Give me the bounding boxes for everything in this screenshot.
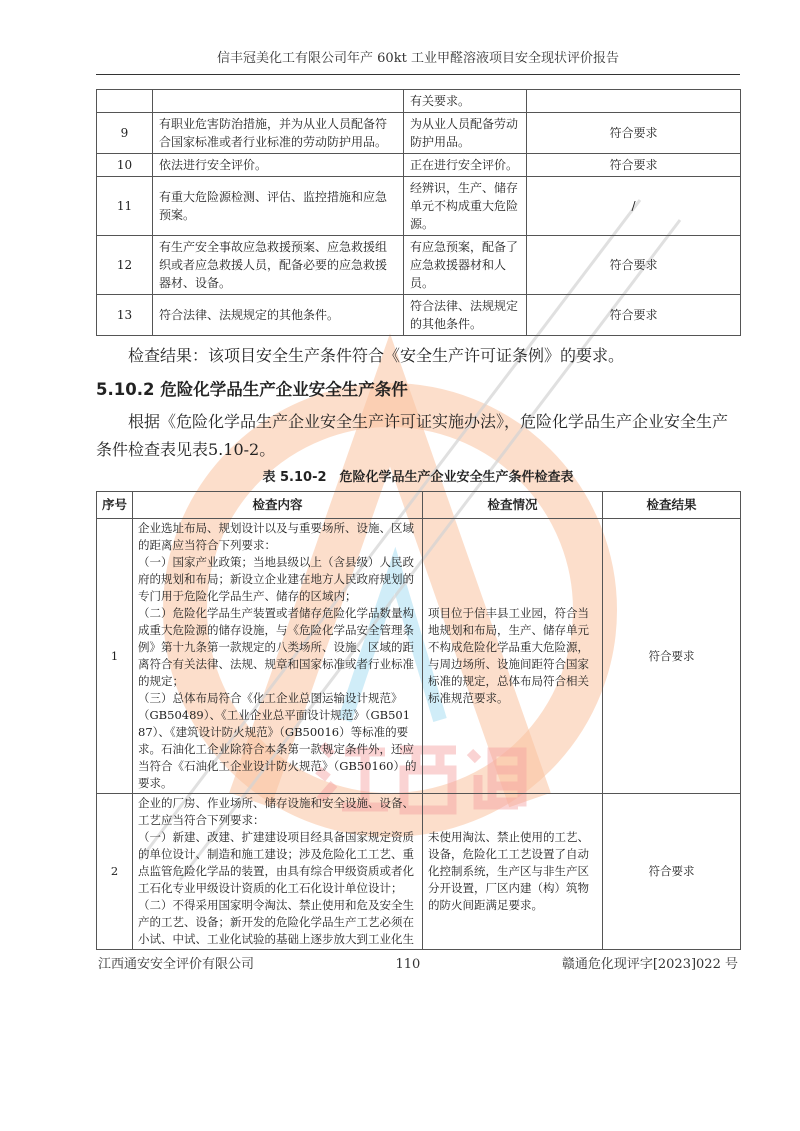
intro-paragraph: 根据《危险化学品生产企业安全生产许可证实施办法》，危险化学品生产企业安全生产条件检查表见表5.10-2。 bbox=[96, 412, 729, 459]
row-result bbox=[527, 90, 741, 113]
table-row bbox=[97, 90, 741, 113]
row-number: 12 bbox=[97, 236, 153, 295]
row-content: 依法进行安全评价。 bbox=[153, 154, 404, 177]
header-status: 检查情况 bbox=[423, 492, 603, 519]
row-result: 符合要求 bbox=[527, 113, 741, 154]
row-result: 符合要求 bbox=[603, 794, 741, 950]
row-content: 符合法律、法规规定的其他条件。 bbox=[153, 295, 404, 336]
table-caption: 表 5.10-2 危险化学品生产企业安全生产条件检查表 bbox=[262, 470, 574, 485]
table-hazchem-production-conditions bbox=[96, 491, 741, 950]
table-row bbox=[97, 177, 741, 236]
table-safety-permit-continued bbox=[96, 89, 741, 336]
table-row bbox=[97, 794, 741, 950]
table-row bbox=[97, 295, 741, 336]
row-status: 正在进行安全评价。 bbox=[404, 154, 527, 177]
header-result: 检查结果 bbox=[603, 492, 741, 519]
check-result-text: 检查结果：该项目安全生产条件符合《安全生产许可证条例》的要求。 bbox=[128, 346, 625, 365]
row-content: 有生产安全事故应急救援预案、应急救援组织或者应急救援人员，配备必要的应急救援器材、设备。 bbox=[153, 236, 404, 295]
row-result: 符合要求 bbox=[603, 519, 741, 794]
page-footer bbox=[96, 956, 740, 974]
row-content: 有重大危险源检测、评估、监控措施和应急预案。 bbox=[153, 177, 404, 236]
section-number: 5.10.2 bbox=[96, 380, 155, 399]
row-result: 符合要求 bbox=[527, 236, 741, 295]
row-number: 13 bbox=[97, 295, 153, 336]
row-result: / bbox=[527, 177, 741, 236]
row-content: 有职业危害防治措施，并为从业人员配备符合国家标准或者行业标准的劳动防护用品。 bbox=[153, 113, 404, 154]
table-row bbox=[97, 154, 741, 177]
row-number bbox=[97, 90, 153, 113]
footer-page-number: 110 bbox=[395, 957, 421, 972]
row-number: 2 bbox=[97, 794, 133, 950]
page-header-title: 信丰冠美化工有限公司年产 60kt 工业甲醛溶液项目安全现状评价报告 bbox=[96, 50, 740, 75]
row-status: 经辨识，生产、储存单元不构成重大危险源。 bbox=[404, 177, 527, 236]
header-content: 检查内容 bbox=[133, 492, 423, 519]
row-content: 企业选址布局、规划设计以及与重要场所、设施、区域的距离应当符合下列要求： （一）国家产业政策；当地县级以上（含县级）人民政府的规划和布局；新设立企业建在地方人民政府规划的专门用于危险化学品生产、储存的区域内； （二）危险化学品生产装置或者储存危险化学品数量构成重大危险源的储存设施，与《危险化学品安全管理条例》第十九条第一款规定的八类场所、设施、区域的距离符合有关法律、法规、规章和国家标准或者行业标准的规定； （三）总体布局符合《化工企业总图运输设计规范》（GB50489）、《工业企业总平面设计规范》（GB50187）、《建筑设计防火规范》（GB50016）等标准的要求。石油化工企业除符合本条第一款规定条件外，还应当符合《石油化工企业设计防火规范》（GB50160）的要求。 bbox=[133, 519, 423, 794]
section-title: 危险化学品生产企业安全生产条件 bbox=[160, 380, 408, 399]
row-status: 有关要求。 bbox=[404, 90, 527, 113]
row-result: 符合要求 bbox=[527, 295, 741, 336]
row-number: 10 bbox=[97, 154, 153, 177]
table-row bbox=[97, 519, 741, 794]
document-page bbox=[96, 0, 740, 974]
table-header-row bbox=[97, 492, 741, 519]
section-heading bbox=[96, 378, 740, 402]
row-status: 有应急预案，配备了应急救援器材和人员。 bbox=[404, 236, 527, 295]
table-row bbox=[97, 113, 741, 154]
row-status: 符合法律、法规规定的其他条件。 bbox=[404, 295, 527, 336]
row-status: 为从业人员配备劳动防护用品。 bbox=[404, 113, 527, 154]
header-no: 序号 bbox=[97, 492, 133, 519]
row-number: 1 bbox=[97, 519, 133, 794]
row-content: 企业的厂房、作业场所、储存设施和安全设施、设备、工艺应当符合下列要求： （一）新建、改建、扩建建设项目经具备国家规定资质的单位设计、制造和施工建设；涉及危险化工工艺、重点监管危险化学品的装置，由具有综合甲级资质或者化工石化专业甲级设计资质的化工石化设计单位设计； （二）不得采用国家明令淘汰、禁止使用和危及安全生产的工艺、设备；新开发的危险化学品生产工艺必须在小试、中试、工业化试验的基础上逐步放大到工业化生 bbox=[133, 794, 423, 950]
row-number: 11 bbox=[97, 177, 153, 236]
row-status: 项目位于信丰县工业园，符合当地规划和布局，生产、储存单元不构成危险化学品重大危险源，与周边场所、设施间距符合国家标准的规定，总体布局符合相关标准规范要求。 bbox=[423, 519, 603, 794]
footer-company: 江西通安安全评价有限公司 bbox=[98, 957, 255, 972]
footer-document-number: 赣通危化现评字[2023]022 号 bbox=[561, 957, 738, 972]
table-row bbox=[97, 236, 741, 295]
row-content bbox=[153, 90, 404, 113]
row-status: 未使用淘汰、禁止使用的工艺、设备，危险化工工艺设置了自动化控制系统，生产区与非生产区分开设置，厂区内建（构）筑物的防火间距满足要求。 bbox=[423, 794, 603, 950]
row-number: 9 bbox=[97, 113, 153, 154]
row-result: 符合要求 bbox=[527, 154, 741, 177]
